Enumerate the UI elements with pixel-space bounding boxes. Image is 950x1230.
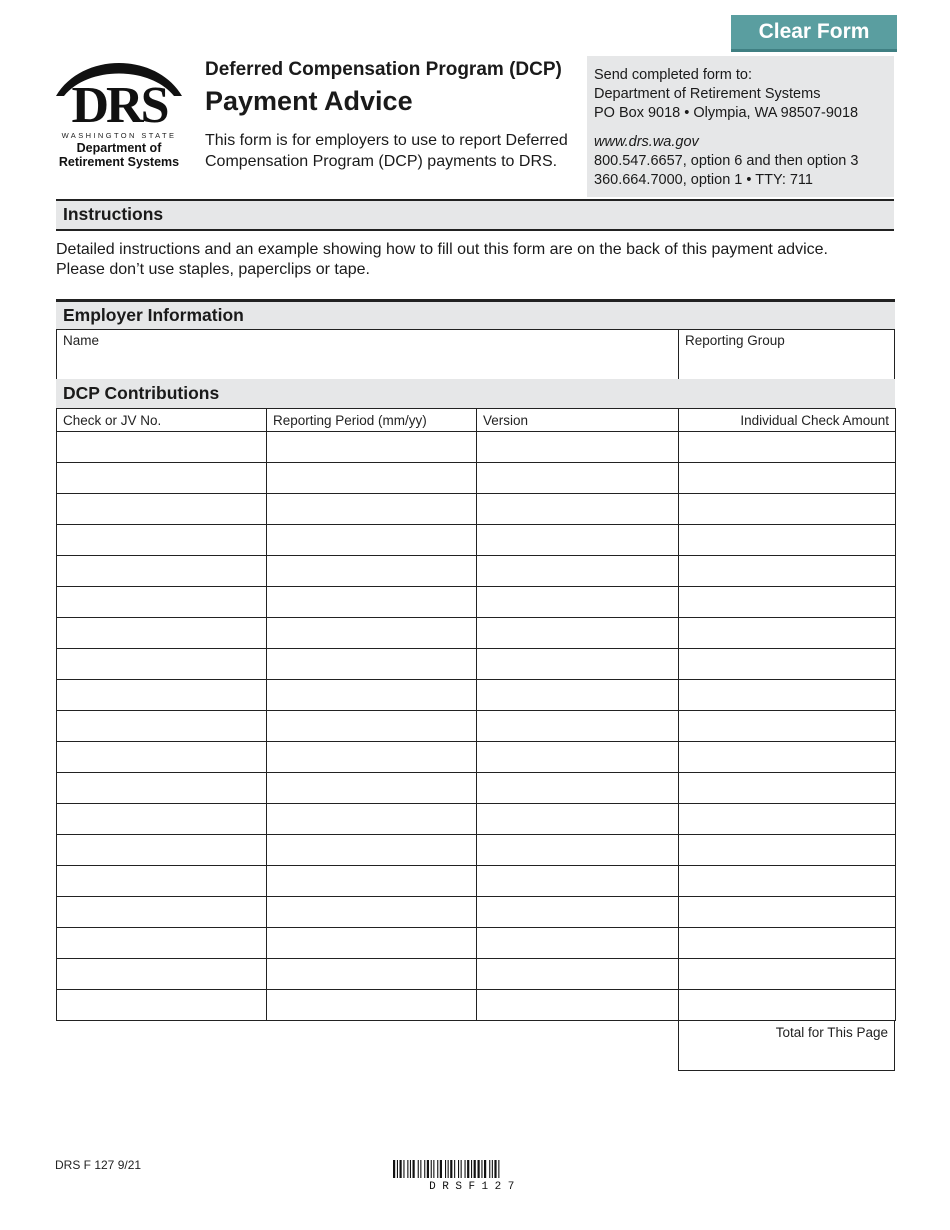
table-row	[57, 618, 896, 649]
version-cell[interactable]	[477, 649, 679, 680]
logo-department	[52, 141, 186, 169]
check-no-cell[interactable]	[57, 432, 267, 463]
check-amount-cell[interactable]	[679, 835, 896, 866]
contact-send-to: Send completed form to:	[594, 67, 752, 83]
instructions-text	[56, 240, 916, 280]
check-no-cell[interactable]	[57, 711, 267, 742]
form-description: This form is for employers to use to report Deferred Compensation Program (DCP) payments to DRS.	[205, 132, 568, 170]
check-amount-cell[interactable]	[679, 990, 896, 1021]
check-amount-cell[interactable]	[679, 556, 896, 587]
check-no-cell[interactable]	[57, 587, 267, 618]
check-amount-cell[interactable]	[679, 680, 896, 711]
version-cell[interactable]	[477, 556, 679, 587]
reporting-period-cell[interactable]	[267, 494, 477, 525]
reporting-period-cell[interactable]	[267, 680, 477, 711]
version-cell[interactable]	[477, 928, 679, 959]
table-row	[57, 649, 896, 680]
reporting-period-cell[interactable]	[267, 556, 477, 587]
table-row	[57, 556, 896, 587]
form-code: DRS F 127 9/21	[55, 1158, 142, 1172]
reporting-period-cell[interactable]	[267, 773, 477, 804]
check-amount-cell[interactable]	[679, 525, 896, 556]
check-no-cell[interactable]	[57, 959, 267, 990]
reporting-period-cell[interactable]	[267, 463, 477, 494]
reporting-period-cell[interactable]	[267, 928, 477, 959]
version-cell[interactable]	[477, 680, 679, 711]
table-row	[57, 711, 896, 742]
reporting-period-cell[interactable]	[267, 711, 477, 742]
version-cell[interactable]	[477, 804, 679, 835]
reporting-period-cell[interactable]	[267, 742, 477, 773]
version-cell[interactable]	[477, 711, 679, 742]
check-no-cell[interactable]	[57, 525, 267, 556]
table-row	[57, 804, 896, 835]
version-cell[interactable]	[477, 463, 679, 494]
employer-name-label: Name	[63, 333, 100, 348]
reporting-period-cell[interactable]	[267, 587, 477, 618]
barcode-image	[393, 1160, 557, 1190]
version-cell[interactable]	[477, 866, 679, 897]
check-no-cell[interactable]	[57, 463, 267, 494]
dcp-contributions-heading: DCP Contributions	[56, 379, 895, 409]
barcode-text: DRSF127	[429, 1181, 521, 1190]
logo-letters: DRS	[71, 77, 167, 134]
reporting-period-cell[interactable]	[267, 959, 477, 990]
logo-dept-line2: Retirement Systems	[58, 155, 180, 169]
reporting-period-cell[interactable]	[267, 866, 477, 897]
table-row	[57, 866, 896, 897]
table-row	[57, 587, 896, 618]
check-amount-cell[interactable]	[679, 649, 896, 680]
dcp-contributions-table	[56, 408, 896, 1021]
table-row	[57, 432, 896, 463]
table-header-row	[57, 409, 896, 432]
logo-dept-line1: Department of	[76, 141, 162, 155]
check-amount-cell[interactable]	[679, 587, 896, 618]
instructions-heading: Instructions	[56, 199, 894, 231]
check-no-cell[interactable]	[57, 773, 267, 804]
check-no-cell[interactable]	[57, 804, 267, 835]
check-no-cell[interactable]	[57, 556, 267, 587]
check-amount-cell[interactable]	[679, 711, 896, 742]
check-no-cell[interactable]	[57, 649, 267, 680]
page-total-label: Total for This Page	[775, 1025, 888, 1040]
check-amount-cell[interactable]	[679, 742, 896, 773]
employer-name-field[interactable]	[56, 329, 679, 380]
reporting-period-cell[interactable]	[267, 618, 477, 649]
check-amount-cell[interactable]	[679, 928, 896, 959]
column-header-version: Version	[477, 409, 679, 432]
version-cell[interactable]	[477, 990, 679, 1021]
reporting-group-label: Reporting Group	[685, 333, 785, 348]
column-header-check-no: Check or JV No.	[57, 409, 267, 432]
contact-phone2: 360.664.7000, option 1 • TTY: 711	[594, 172, 813, 188]
check-amount-cell[interactable]	[679, 959, 896, 990]
version-cell[interactable]	[477, 587, 679, 618]
check-no-cell[interactable]	[57, 494, 267, 525]
reporting-period-cell[interactable]	[267, 649, 477, 680]
check-amount-cell[interactable]	[679, 897, 896, 928]
form-title: Payment Advice	[205, 86, 413, 116]
table-row	[57, 773, 896, 804]
contact-website[interactable]: www.drs.wa.gov	[594, 134, 699, 150]
check-no-cell[interactable]	[57, 742, 267, 773]
check-no-cell[interactable]	[57, 990, 267, 1021]
check-amount-cell[interactable]	[679, 773, 896, 804]
table-row	[57, 959, 896, 990]
logo-state: WASHINGTON STATE	[61, 131, 177, 140]
table-row	[57, 928, 896, 959]
table-row	[57, 525, 896, 556]
check-amount-cell[interactable]	[679, 804, 896, 835]
program-title: Deferred Compensation Program (DCP)	[205, 59, 562, 80]
instructions-line1: Detailed instructions and an example showing how to fill out this form are on the back of this payment advice.	[56, 241, 828, 258]
clear-form-button[interactable]: Clear Form	[731, 15, 897, 52]
check-amount-cell[interactable]	[679, 618, 896, 649]
check-amount-cell[interactable]	[679, 463, 896, 494]
check-amount-cell[interactable]	[679, 432, 896, 463]
version-cell[interactable]	[477, 742, 679, 773]
version-cell[interactable]	[477, 525, 679, 556]
column-header-check-amount: Individual Check Amount	[679, 409, 896, 432]
table-row	[57, 990, 896, 1021]
version-cell[interactable]	[477, 897, 679, 928]
contact-box	[587, 56, 894, 197]
version-cell[interactable]	[477, 959, 679, 990]
reporting-period-cell[interactable]	[267, 432, 477, 463]
version-cell[interactable]	[477, 835, 679, 866]
check-no-cell[interactable]	[57, 618, 267, 649]
check-no-cell[interactable]	[57, 897, 267, 928]
contact-address: PO Box 9018 • Olympia, WA 98507-9018	[594, 105, 859, 121]
reporting-period-cell[interactable]	[267, 835, 477, 866]
reporting-period-cell[interactable]	[267, 804, 477, 835]
check-no-cell[interactable]	[57, 866, 267, 897]
column-header-reporting-period: Reporting Period (mm/yy)	[267, 409, 477, 432]
instructions-line2: Please don’t use staples, paperclips or tape.	[56, 261, 370, 278]
page-total-field[interactable]	[678, 1020, 895, 1071]
contact-org: Department of Retirement Systems	[594, 86, 821, 102]
version-cell[interactable]	[477, 494, 679, 525]
reporting-period-cell[interactable]	[267, 525, 477, 556]
employer-info-heading: Employer Information	[56, 299, 895, 330]
table-row	[57, 463, 896, 494]
reporting-group-field[interactable]	[678, 329, 895, 380]
check-no-cell[interactable]	[57, 835, 267, 866]
table-row	[57, 897, 896, 928]
table-row	[57, 680, 896, 711]
version-cell[interactable]	[477, 773, 679, 804]
table-row	[57, 742, 896, 773]
contact-phone1: 800.547.6657, option 6 and then option 3	[594, 153, 859, 169]
version-cell[interactable]	[477, 618, 679, 649]
reporting-period-cell[interactable]	[267, 990, 477, 1021]
check-amount-cell[interactable]	[679, 866, 896, 897]
version-cell[interactable]	[477, 432, 679, 463]
check-no-cell[interactable]	[57, 928, 267, 959]
check-no-cell[interactable]	[57, 680, 267, 711]
reporting-period-cell[interactable]	[267, 897, 477, 928]
table-body	[57, 432, 896, 1021]
table-row	[57, 494, 896, 525]
check-amount-cell[interactable]	[679, 494, 896, 525]
table-row	[57, 835, 896, 866]
